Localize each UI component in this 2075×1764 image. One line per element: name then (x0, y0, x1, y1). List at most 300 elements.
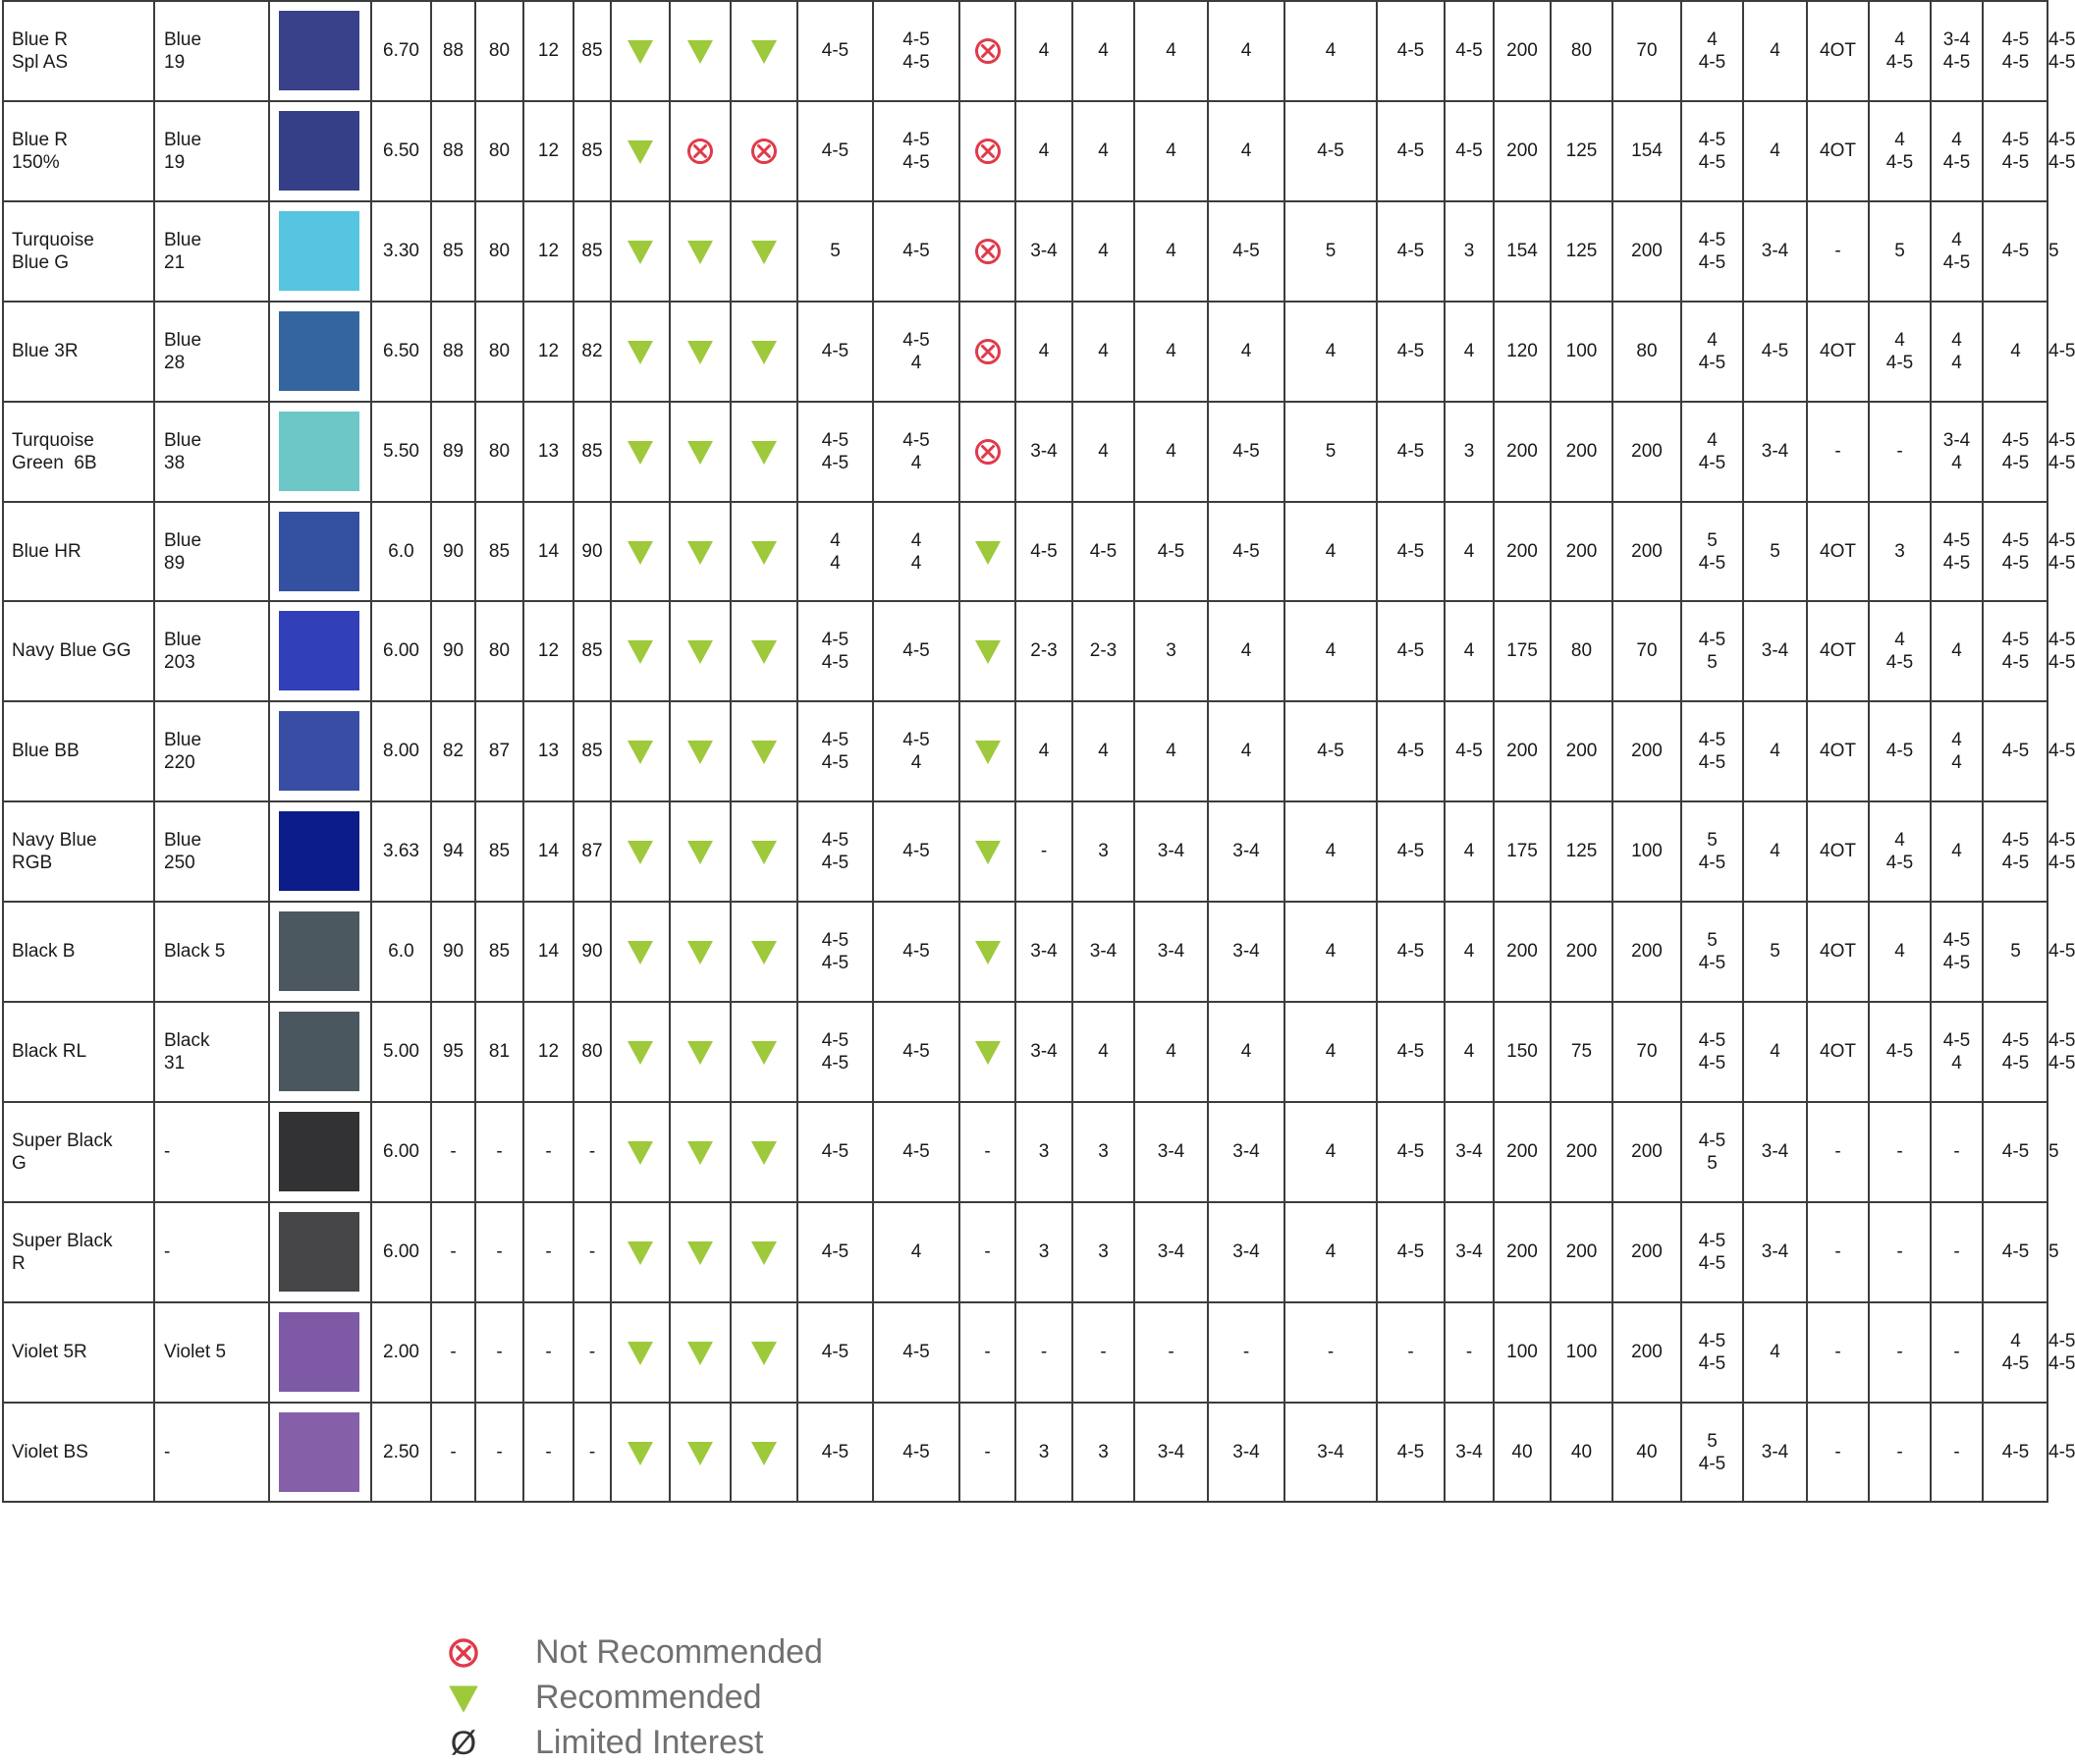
dye-name-cell: Blue BB (12, 741, 80, 761)
table-cell: 4 (1325, 1241, 1337, 1262)
recommended-icon (626, 1238, 655, 1267)
table-cell: 6.50 (383, 341, 419, 361)
table-cell: 154 (1631, 140, 1663, 161)
recommended-icon (685, 636, 715, 666)
table-cell: 4-5 (902, 1141, 930, 1162)
table-cell: 80 (1636, 341, 1658, 361)
colour-index-cell: Blue 220 (164, 729, 202, 773)
table-cell: 100 (1565, 341, 1598, 361)
recommended-icon (749, 737, 779, 766)
table-cell: 4-5 (902, 241, 930, 261)
table-cell: 4-5 (1089, 541, 1118, 562)
recommended-icon (685, 937, 715, 966)
table-cell: 4-5 (2001, 1141, 2030, 1162)
table-cell: 3-4 (1232, 941, 1260, 962)
table-cell: 4OT (1820, 1041, 1856, 1062)
table-cell: 3 (1038, 1442, 1050, 1462)
table-cell: 100 (1506, 1342, 1538, 1362)
table-cell: 4-5 (2001, 741, 2030, 761)
table-cell: 12 (537, 640, 560, 661)
table-cell: 4-5 (902, 841, 930, 861)
swatch-cell (269, 201, 371, 301)
table-cell: 4-5 4-5 (1942, 529, 1971, 574)
recommended-cell (731, 1, 797, 100)
table-cell: 4-5 (2001, 241, 2030, 261)
table-cell: 4-5 4-5 (2048, 129, 2075, 173)
table-cell: - (1953, 1342, 1960, 1362)
table-cell: 4-5 (1157, 541, 1185, 562)
recommended-icon (626, 1338, 655, 1367)
colour-index-cell: Blue 19 (164, 28, 202, 73)
table-cell: 200 (1506, 1141, 1538, 1162)
recommended-cell (611, 1102, 670, 1201)
table-cell: 4-5 4-5 (821, 729, 849, 773)
table-cell: 4 (1166, 1041, 1176, 1062)
table-cell: 200 (1506, 40, 1538, 61)
table-cell: 4 (1038, 741, 1050, 761)
table-cell: - (1168, 1342, 1174, 1362)
table-cell: 4 4-5 (1885, 129, 1914, 173)
table-cell: 4-5 4-5 (2048, 429, 2075, 473)
table-cell: 200 (1506, 1241, 1538, 1262)
table-cell: - (588, 1241, 596, 1262)
recommended-cell (731, 1202, 797, 1301)
table-cell: - (1953, 1442, 1960, 1462)
table-cell: 80 (581, 1041, 603, 1062)
table-cell: 4-5 4-5 (2048, 1029, 2075, 1074)
table-cell: 12 (537, 40, 560, 61)
table-cell: 80 (1570, 40, 1593, 61)
table-cell: 4-5 (1396, 841, 1425, 861)
dye-name-cell: Violet 5R (12, 1342, 87, 1362)
table-cell: 4 4 (1951, 329, 1962, 373)
not-recommended-icon (973, 137, 1003, 166)
recommended-cell (959, 902, 1015, 1001)
recommended-cell (611, 201, 670, 301)
recommended-icon (685, 737, 715, 766)
table-cell: 4 (2010, 341, 2021, 361)
table-cell: 4 (1038, 341, 1050, 361)
colour-index-cell: Blue 203 (164, 629, 202, 673)
table-cell: 14 (537, 541, 560, 562)
recommended-cell (731, 801, 797, 901)
table-cell: 4 (1098, 341, 1109, 361)
table-cell: 4 (1240, 341, 1252, 361)
table-cell: 6.0 (388, 941, 414, 962)
table-cell: 200 (1631, 1241, 1663, 1262)
table-cell: 4-5 4-5 (2001, 829, 2030, 873)
dye-name-cell: Super Black G (12, 1130, 113, 1174)
table-cell: 85 (488, 841, 511, 861)
recommended-icon (685, 1037, 715, 1067)
swatch-cell (269, 1202, 371, 1301)
table-cell: 5 (2048, 1241, 2059, 1262)
recommended-cell (611, 1202, 670, 1301)
table-cell: 85 (488, 941, 511, 962)
table-cell: 4 (1463, 341, 1475, 361)
table-cell: 3 (1894, 541, 1905, 562)
table-cell: 200 (1506, 140, 1538, 161)
recommended-cell (670, 701, 731, 800)
table-cell: 150 (1506, 1041, 1538, 1062)
not-recommended-cell (731, 101, 797, 200)
swatch-cell (269, 1102, 371, 1201)
table-cell: 4-5 (1885, 1041, 1914, 1062)
table-cell: 4 4-5 (1885, 629, 1914, 673)
table-cell: - (1953, 1241, 1960, 1262)
table-cell: 4-5 4-5 (2048, 529, 2075, 574)
dye-name-cell: Violet BS (12, 1442, 88, 1462)
table-cell: - (1834, 1241, 1841, 1262)
recommended-icon (685, 337, 715, 366)
table-cell: 4-5 (1396, 640, 1425, 661)
table-cell: 3.63 (383, 841, 419, 861)
recommended-icon (626, 1438, 655, 1467)
recommended-cell (670, 1, 731, 100)
recommended-icon (447, 1681, 480, 1715)
not-recommended-cell (670, 101, 731, 200)
table-cell: 4-5 4-5 (821, 929, 849, 973)
table-cell: 4-5 (2001, 1442, 2030, 1462)
table-cell: 88 (442, 341, 464, 361)
recommended-cell (611, 1002, 670, 1101)
table-cell: 2.00 (383, 1342, 419, 1362)
recommended-cell (670, 601, 731, 700)
table-cell: 125 (1565, 140, 1598, 161)
recommended-icon (685, 837, 715, 866)
table-cell: 4-5 4-5 (821, 629, 849, 673)
table-cell: 85 (581, 741, 603, 761)
recommended-cell (731, 601, 797, 700)
table-cell: 70 (1636, 640, 1658, 661)
table-cell: 4-5 (1396, 1141, 1425, 1162)
recommended-icon (973, 636, 1003, 666)
colour-swatch (279, 412, 359, 491)
swatch-cell (269, 502, 371, 601)
table-cell: 3-4 (1317, 1442, 1344, 1462)
table-cell: 200 (1565, 1241, 1598, 1262)
table-cell: 6.00 (383, 1241, 419, 1262)
recommended-cell (959, 701, 1015, 800)
colour-swatch (279, 811, 359, 891)
table-cell: 4 (1166, 140, 1176, 161)
table-cell: 4-5 (1396, 40, 1425, 61)
table-cell: 4-5 (821, 140, 849, 161)
recommended-cell (731, 1403, 797, 1502)
recommended-cell (670, 1002, 731, 1101)
table-cell: 200 (1565, 441, 1598, 462)
table-cell: 4-5 4-5 (2001, 28, 2030, 73)
table-cell: 4-5 (821, 40, 849, 61)
legend-icon (447, 1636, 480, 1670)
table-cell: 4 (1894, 941, 1905, 962)
table-cell: 4-5 (902, 640, 930, 661)
recommended-cell (731, 201, 797, 301)
table-cell: 4-5 (1317, 140, 1344, 161)
table-cell: 4 (1463, 841, 1475, 861)
table-cell: 4-5 (2048, 341, 2075, 361)
table-cell: - (588, 1442, 596, 1462)
table-cell: 4-5 (1030, 541, 1058, 562)
table-cell: 5 (830, 241, 841, 261)
table-cell: 3-4 (1089, 941, 1118, 962)
dye-name-cell: Black B (12, 941, 76, 962)
recommended-icon (626, 337, 655, 366)
table-cell: 5 (2010, 941, 2021, 962)
recommended-icon (626, 837, 655, 866)
table-cell: 4-5 (902, 1041, 930, 1062)
table-cell: 3 (1098, 841, 1109, 861)
table-cell: 3-4 (1455, 1141, 1483, 1162)
table-cell: - (1327, 1342, 1335, 1362)
colour-swatch (279, 711, 359, 791)
table-cell: 4-5 (1396, 441, 1425, 462)
table-cell: 4 (1770, 40, 1780, 61)
table-cell: - (545, 1141, 552, 1162)
table-cell: - (496, 1342, 503, 1362)
table-cell: 125 (1565, 241, 1598, 261)
colour-swatch (279, 211, 359, 291)
dye-name-cell: Black RL (12, 1041, 87, 1062)
swatch-cell (269, 302, 371, 401)
table-cell: 6.00 (383, 1141, 419, 1162)
table-cell: - (496, 1241, 503, 1262)
table-cell: 75 (1570, 1041, 1593, 1062)
table-cell: 40 (1636, 1442, 1658, 1462)
table-cell: - (496, 1442, 503, 1462)
colour-swatch (279, 1312, 359, 1392)
table-cell: 3 (1166, 640, 1176, 661)
swatch-cell (269, 402, 371, 501)
table-cell: 200 (1631, 241, 1663, 261)
recommended-icon (685, 36, 715, 66)
table-cell: 5 4-5 (1698, 929, 1726, 973)
table-cell: 5 4-5 (1698, 829, 1726, 873)
swatch-cell (269, 801, 371, 901)
not-recommended-icon (973, 36, 1003, 66)
recommended-cell (670, 402, 731, 501)
table-cell: 4 (1770, 140, 1780, 161)
colour-index-cell: Blue 89 (164, 529, 202, 574)
colour-swatch (279, 611, 359, 690)
table-cell: 4-5 4-5 (821, 1029, 849, 1074)
table-cell: 12 (537, 140, 560, 161)
table-cell: 4 4-5 (1885, 829, 1914, 873)
table-cell: 80 (488, 40, 511, 61)
recommended-icon (749, 337, 779, 366)
table-cell: 4OT (1820, 140, 1856, 161)
dye-name-cell: Navy Blue RGB (12, 829, 97, 873)
table-cell: 4-5 4-5 (1698, 1230, 1726, 1274)
table-cell: 4 (1098, 140, 1109, 161)
table-cell: 4 (1166, 241, 1176, 261)
table-cell: 200 (1631, 441, 1663, 462)
dye-name-cell: Blue HR (12, 541, 82, 562)
table-cell: - (450, 1442, 457, 1462)
table-cell: 12 (537, 1041, 560, 1062)
recommended-icon (626, 937, 655, 966)
colour-swatch (279, 311, 359, 391)
colour-swatch (279, 512, 359, 591)
recommended-icon (749, 1338, 779, 1367)
table-cell: 3-4 (1030, 441, 1058, 462)
table-cell: 4 (1098, 40, 1109, 61)
recommended-cell (611, 701, 670, 800)
table-cell: - (1834, 441, 1841, 462)
table-cell: 4-5 4-5 (1698, 1330, 1726, 1374)
table-cell: 4-5 4-5 (2048, 829, 2075, 873)
table-cell: 4-5 4-5 (1698, 229, 1726, 273)
table-cell: 80 (488, 341, 511, 361)
table-cell: 154 (1506, 241, 1538, 261)
table-cell: 4-5 (1396, 541, 1425, 562)
table-cell: 82 (581, 341, 603, 361)
table-cell: 4-5 (1761, 341, 1789, 361)
table-cell: 3-4 (1157, 941, 1185, 962)
table-cell: - (1896, 441, 1903, 462)
table-cell: 4-5 4-5 (2001, 129, 2030, 173)
recommended-cell (959, 601, 1015, 700)
recommended-cell (959, 502, 1015, 601)
dye-name-cell: Navy Blue GG (12, 640, 132, 661)
table-cell: 4 (1240, 741, 1252, 761)
recommended-cell (611, 1, 670, 100)
table-cell: 4-5 4-5 (2048, 629, 2075, 673)
table-cell: 3 (1038, 1241, 1050, 1262)
table-cell: 4 (1770, 741, 1780, 761)
table-cell: - (1040, 841, 1048, 861)
table-cell: 90 (442, 541, 464, 562)
dye-name-cell: Blue R Spl AS (12, 28, 69, 73)
table-cell: 5 (1325, 241, 1337, 261)
table-cell: - (450, 1241, 457, 1262)
table-cell: 4 4-5 (1698, 329, 1726, 373)
recommended-icon (626, 636, 655, 666)
table-cell: 85 (488, 541, 511, 562)
table-cell: 3.30 (383, 241, 419, 261)
table-cell: 81 (488, 1041, 511, 1062)
table-cell: - (1896, 1342, 1903, 1362)
table-cell: 85 (581, 241, 603, 261)
table-cell: 3-4 (1455, 1241, 1483, 1262)
legend-icon (447, 1727, 480, 1760)
recommended-icon (749, 1238, 779, 1267)
table-cell: 3-4 (1157, 841, 1185, 861)
recommended-icon (973, 1037, 1003, 1067)
table-cell: - (545, 1342, 552, 1362)
table-cell: 4-5 (1396, 1442, 1425, 1462)
colour-index-cell: Blue 38 (164, 429, 202, 473)
table-cell: 200 (1565, 1141, 1598, 1162)
table-cell: 3-4 (1157, 1241, 1185, 1262)
table-cell: 4-5 (1455, 140, 1483, 161)
table-cell: 4 (1098, 241, 1109, 261)
recommended-cell (611, 1403, 670, 1502)
table-cell: 3-4 (1157, 1442, 1185, 1462)
table-cell: 4 4 (910, 529, 922, 574)
recommended-icon (749, 937, 779, 966)
table-cell: 200 (1506, 541, 1538, 562)
table-cell: 4-5 (1396, 741, 1425, 761)
legend-item (447, 1630, 859, 1674)
recommended-icon (685, 1238, 715, 1267)
table-cell: 90 (581, 941, 603, 962)
table-cell: 5 (1770, 941, 1780, 962)
legend-label: Recommended (535, 1679, 762, 1716)
table-cell: 85 (581, 640, 603, 661)
recommended-cell (959, 801, 1015, 901)
recommended-cell (670, 502, 731, 601)
recommended-cell (731, 902, 797, 1001)
not-recommended-cell (959, 402, 1015, 501)
table-cell: 82 (442, 741, 464, 761)
table-cell: 88 (442, 40, 464, 61)
table-cell: 85 (581, 441, 603, 462)
table-cell: - (984, 1342, 991, 1362)
table-cell: 6.50 (383, 140, 419, 161)
table-cell: 4-5 4 (1942, 1029, 1971, 1074)
colour-index-cell: - (164, 1241, 171, 1262)
table-cell: 4-5 5 (1698, 629, 1726, 673)
recommended-cell (670, 302, 731, 401)
recommended-cell (731, 1002, 797, 1101)
recommended-icon (685, 437, 715, 467)
table-cell: 3-4 (1157, 1141, 1185, 1162)
table-cell: 4 (1166, 741, 1176, 761)
recommended-icon (685, 1338, 715, 1367)
recommended-icon (973, 737, 1003, 766)
table-cell: 4 (1240, 640, 1252, 661)
table-cell: 125 (1565, 841, 1598, 861)
table-cell: 3-4 4 (1942, 429, 1971, 473)
table-cell: 6.00 (383, 640, 419, 661)
table-cell: 8.00 (383, 741, 419, 761)
table-cell: 4-5 4-5 (2001, 629, 2030, 673)
table-cell: 3-4 (1232, 1442, 1260, 1462)
not-recommended-icon (973, 437, 1003, 467)
table-cell: 3 (1463, 441, 1475, 462)
table-cell: 4 (910, 1241, 922, 1262)
table-cell: 80 (488, 241, 511, 261)
table-cell: 40 (1570, 1442, 1593, 1462)
table-cell: 4-5 (1885, 741, 1914, 761)
swatch-cell (269, 1002, 371, 1101)
table-cell: 85 (581, 140, 603, 161)
table-cell: 4 (1325, 640, 1337, 661)
table-cell: 200 (1565, 941, 1598, 962)
table-cell: 200 (1631, 1342, 1663, 1362)
table-cell: - (588, 1342, 596, 1362)
table-cell: 4-5 4 (902, 429, 930, 473)
table-cell: 4-5 4-5 (821, 829, 849, 873)
recommended-cell (611, 402, 670, 501)
table-cell: 12 (537, 341, 560, 361)
table-cell: 4-5 (1232, 541, 1260, 562)
table-cell: 4OT (1820, 541, 1856, 562)
table-cell: 4 (1325, 541, 1337, 562)
table-cell: 90 (442, 941, 464, 962)
table-cell: 5 (2048, 1141, 2059, 1162)
recommended-icon (973, 837, 1003, 866)
table-cell: 4-5 4-5 (2001, 529, 2030, 574)
table-cell: 2.50 (383, 1442, 419, 1462)
table-cell: 4 (1325, 40, 1337, 61)
table-cell: 5.00 (383, 1041, 419, 1062)
table-cell: 14 (537, 841, 560, 861)
table-cell: 13 (537, 441, 560, 462)
not-recommended-icon (973, 337, 1003, 366)
table-cell: 4-5 (902, 1342, 930, 1362)
